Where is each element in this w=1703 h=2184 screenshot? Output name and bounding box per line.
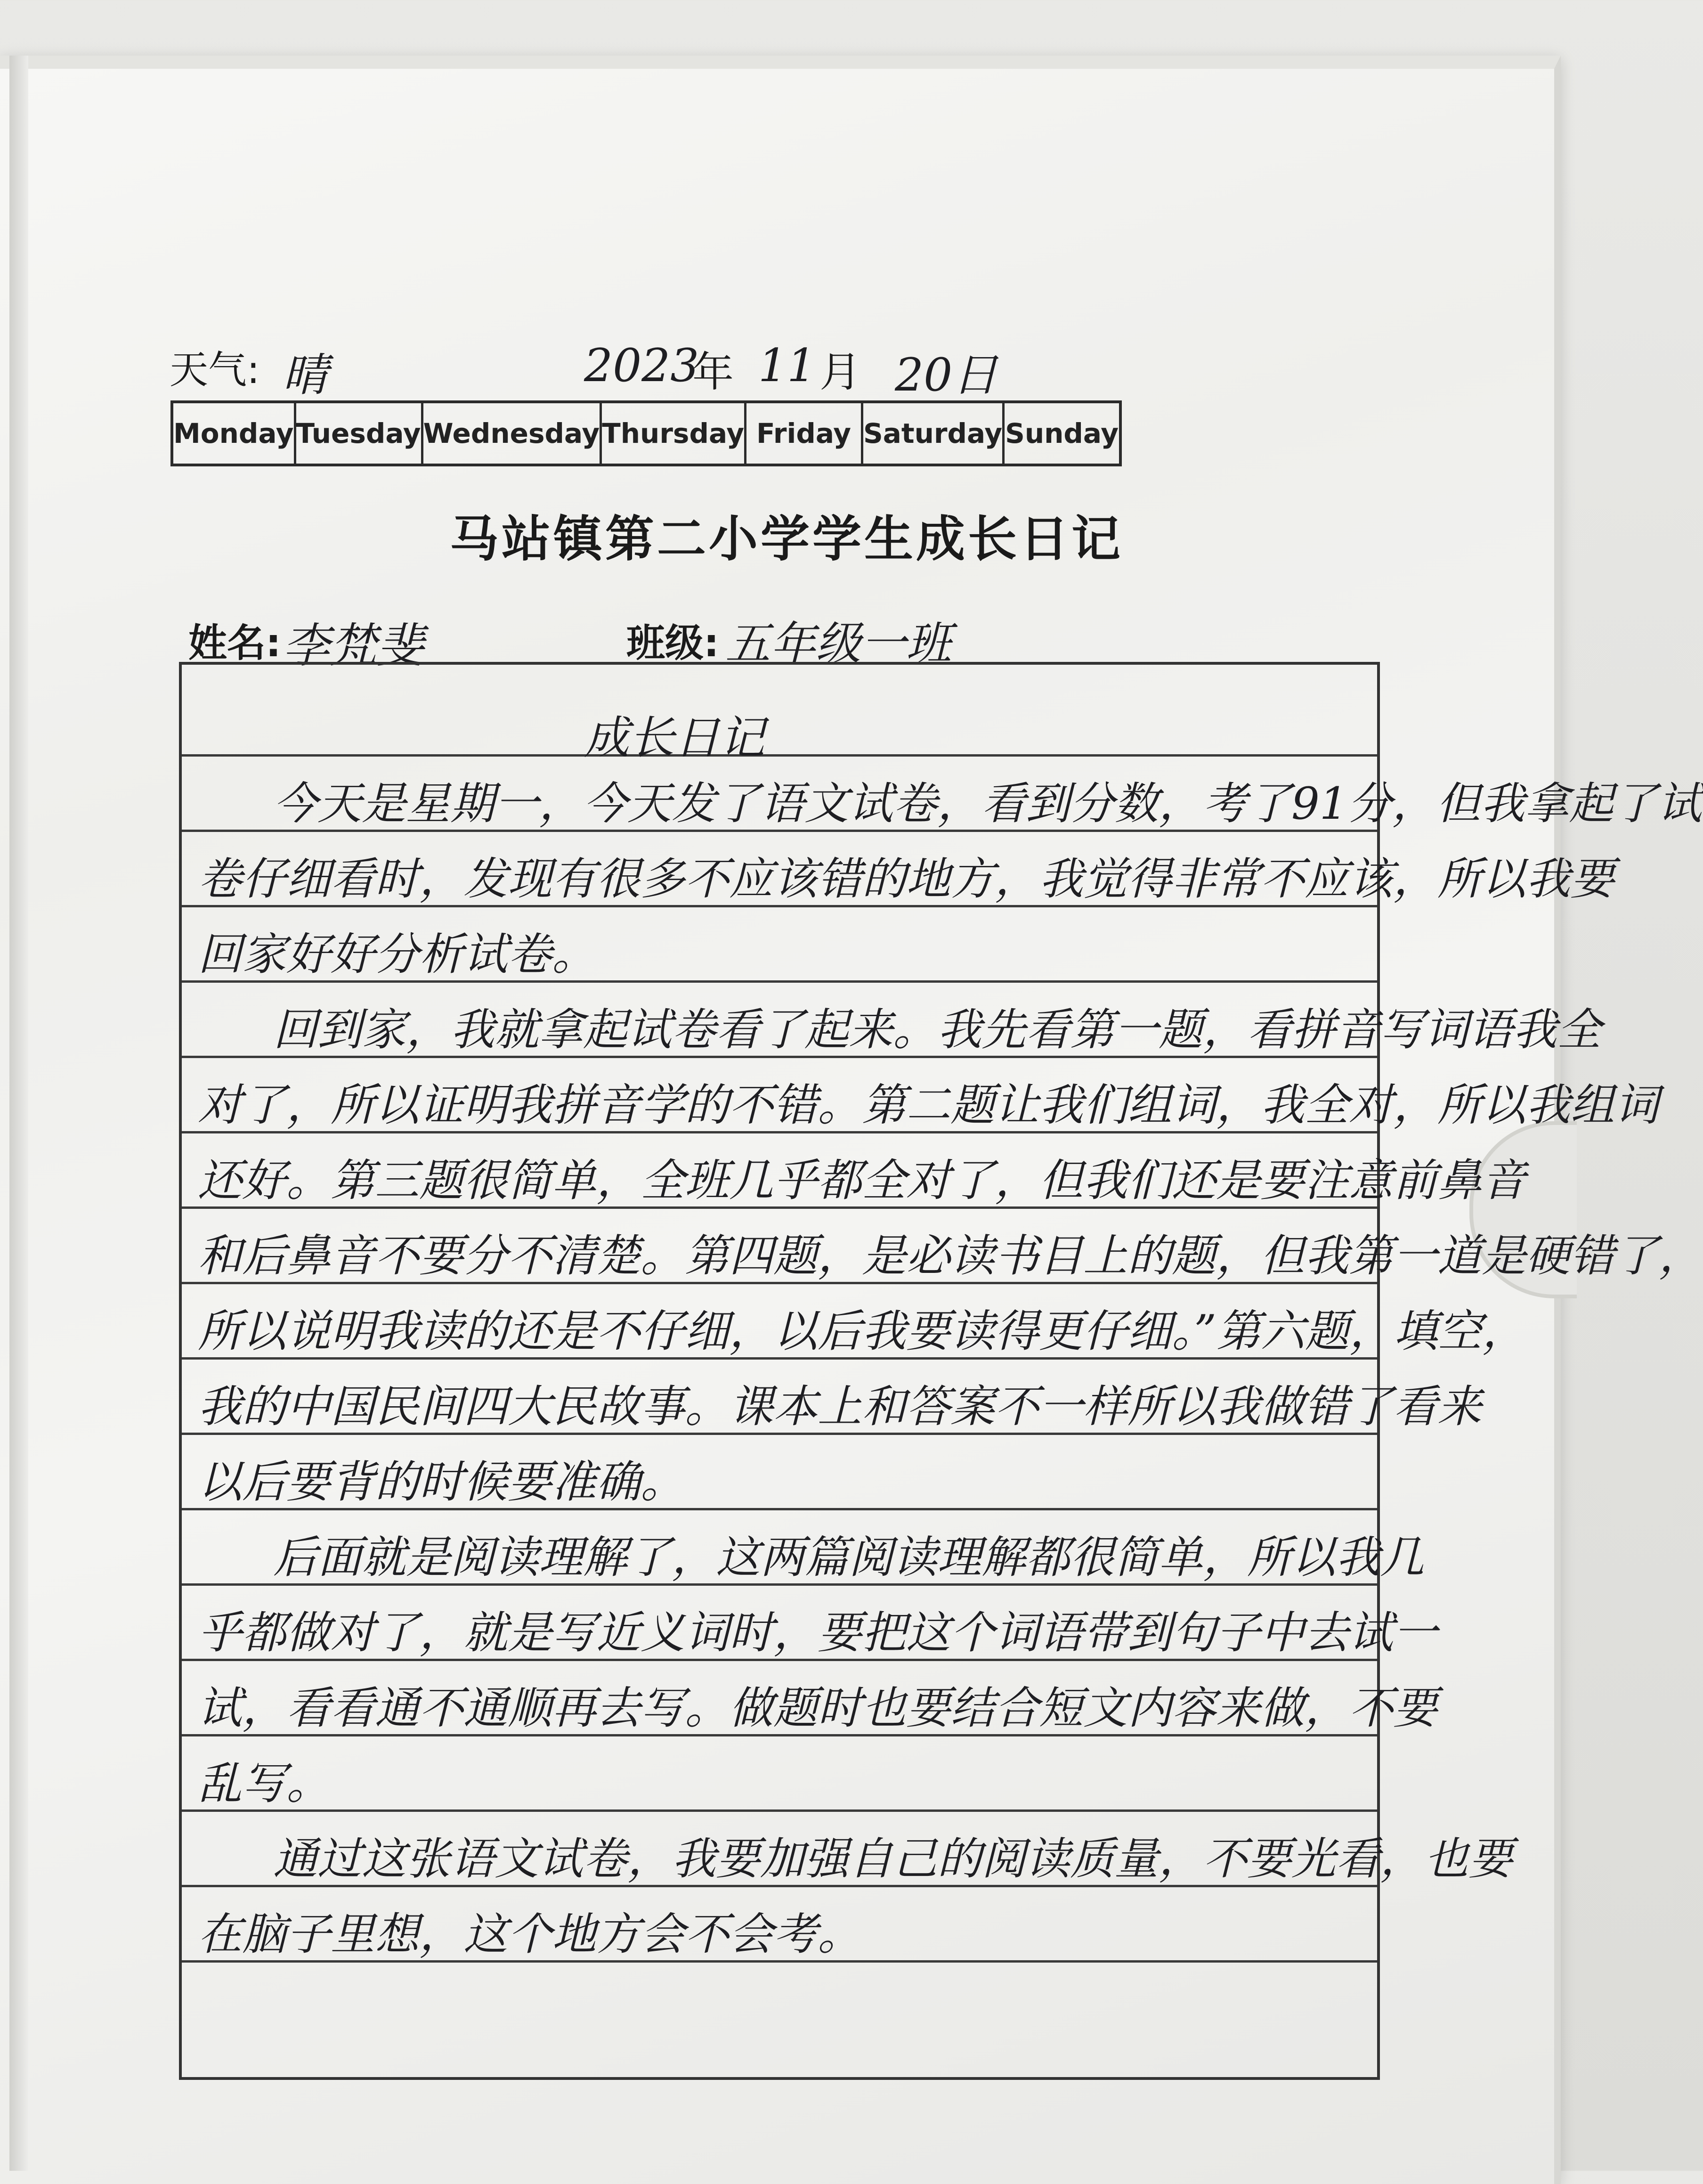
diary-line: 在脑子里想，这个地方会不会考。 [198, 1909, 862, 1960]
weekday-cell: Friday [746, 403, 863, 464]
date-year: 2023 [584, 339, 699, 392]
weekday-cell: Sunday [1005, 417, 1119, 449]
grid-line [182, 754, 1377, 757]
weekday-cell: Tuesday [296, 403, 423, 464]
name-value: 李梵斐 [283, 618, 424, 673]
weekday-cell: Monday [173, 403, 296, 464]
weekday-cell: Wednesday [423, 403, 602, 464]
date-year-label: 年 [692, 348, 734, 396]
diary-line: 卷仔细看时，发现有很多不应该错的地方，我觉得非常不应该，所以我要 [198, 854, 1615, 905]
diary-line: 对了，所以证明我拼音学的不错。第二题让我们组词，我全对，所以我组词 [198, 1080, 1659, 1131]
grid-line [182, 1809, 1377, 1812]
class-label: 班级: [626, 621, 719, 666]
diary-line: 我的中国民间四大民故事。课本上和答案不一样所以我做错了看来 [198, 1381, 1482, 1433]
grid-line [182, 1508, 1377, 1510]
diary-heading: 成长日记 [584, 711, 765, 764]
grid-line [182, 1960, 1377, 1963]
grid-line [182, 980, 1377, 983]
weather-value: 晴 [283, 349, 328, 401]
grid-line [182, 1206, 1377, 1209]
grid-line [182, 1583, 1377, 1586]
diary-line: 还好。第三题很简单，全班几乎都全对了，但我们还是要注意前鼻音 [198, 1155, 1526, 1206]
grid-line [182, 1282, 1377, 1284]
name-label: 姓名: [188, 621, 281, 666]
diary-line: 所以说明我读的还是不仔细，以后我要读得更仔细。”第六题，填空， [198, 1306, 1527, 1357]
date-month-label: 月 [819, 348, 861, 396]
class-value: 五年级一班 [725, 617, 951, 670]
page-title: 马站镇第二小学学生成长日记 [449, 510, 1123, 568]
grid-line [182, 1734, 1377, 1736]
grid-line [182, 1885, 1377, 1887]
grid-line [182, 1357, 1377, 1360]
diary-line: 试，看看通不通顺再去写。做题时也要结合短文内容来做，不要 [198, 1683, 1438, 1734]
grid-line [182, 1056, 1377, 1058]
diary-line: 乎都做对了，就是写近义词时，要把这个词语带到句子中去试一 [198, 1607, 1438, 1659]
diary-line: 回到家，我就拿起试卷看了起来。我先看第一题，看拼音写词语我全 [273, 1004, 1602, 1056]
grid-line [182, 1659, 1377, 1661]
grid-line [182, 905, 1377, 907]
grid-line [182, 830, 1377, 832]
weekday-row [170, 400, 1122, 466]
diary-line: 乱写。 [198, 1758, 331, 1809]
diary-line: 今天是星期一，今天发了语文试卷，看到分数，考了91分，但我拿起了试 [273, 778, 1702, 830]
diary-line: 以后要背的时候要准确。 [198, 1457, 685, 1508]
weekday-cell: Saturday [863, 403, 1005, 464]
diary-line: 通过这张语文试卷，我要加强自己的阅读质量，不要光看，也要 [273, 1834, 1513, 1885]
weekday-cell: Thursday [602, 403, 746, 464]
date-month: 11 [758, 339, 816, 392]
diary-line: 回家好好分析试卷。 [198, 929, 597, 980]
grid-line [182, 1433, 1377, 1435]
grid-line [182, 1131, 1377, 1133]
diary-line: 后面就是阅读理解了，这两篇阅读理解都很简单，所以我几 [273, 1532, 1425, 1583]
date-day: 20日 [895, 349, 998, 401]
diary-line: 和后鼻音不要分不清楚。第四题，是必读书目上的题，但我第一道是硬错了， [198, 1231, 1703, 1282]
weather-label: 天气: [170, 348, 260, 392]
